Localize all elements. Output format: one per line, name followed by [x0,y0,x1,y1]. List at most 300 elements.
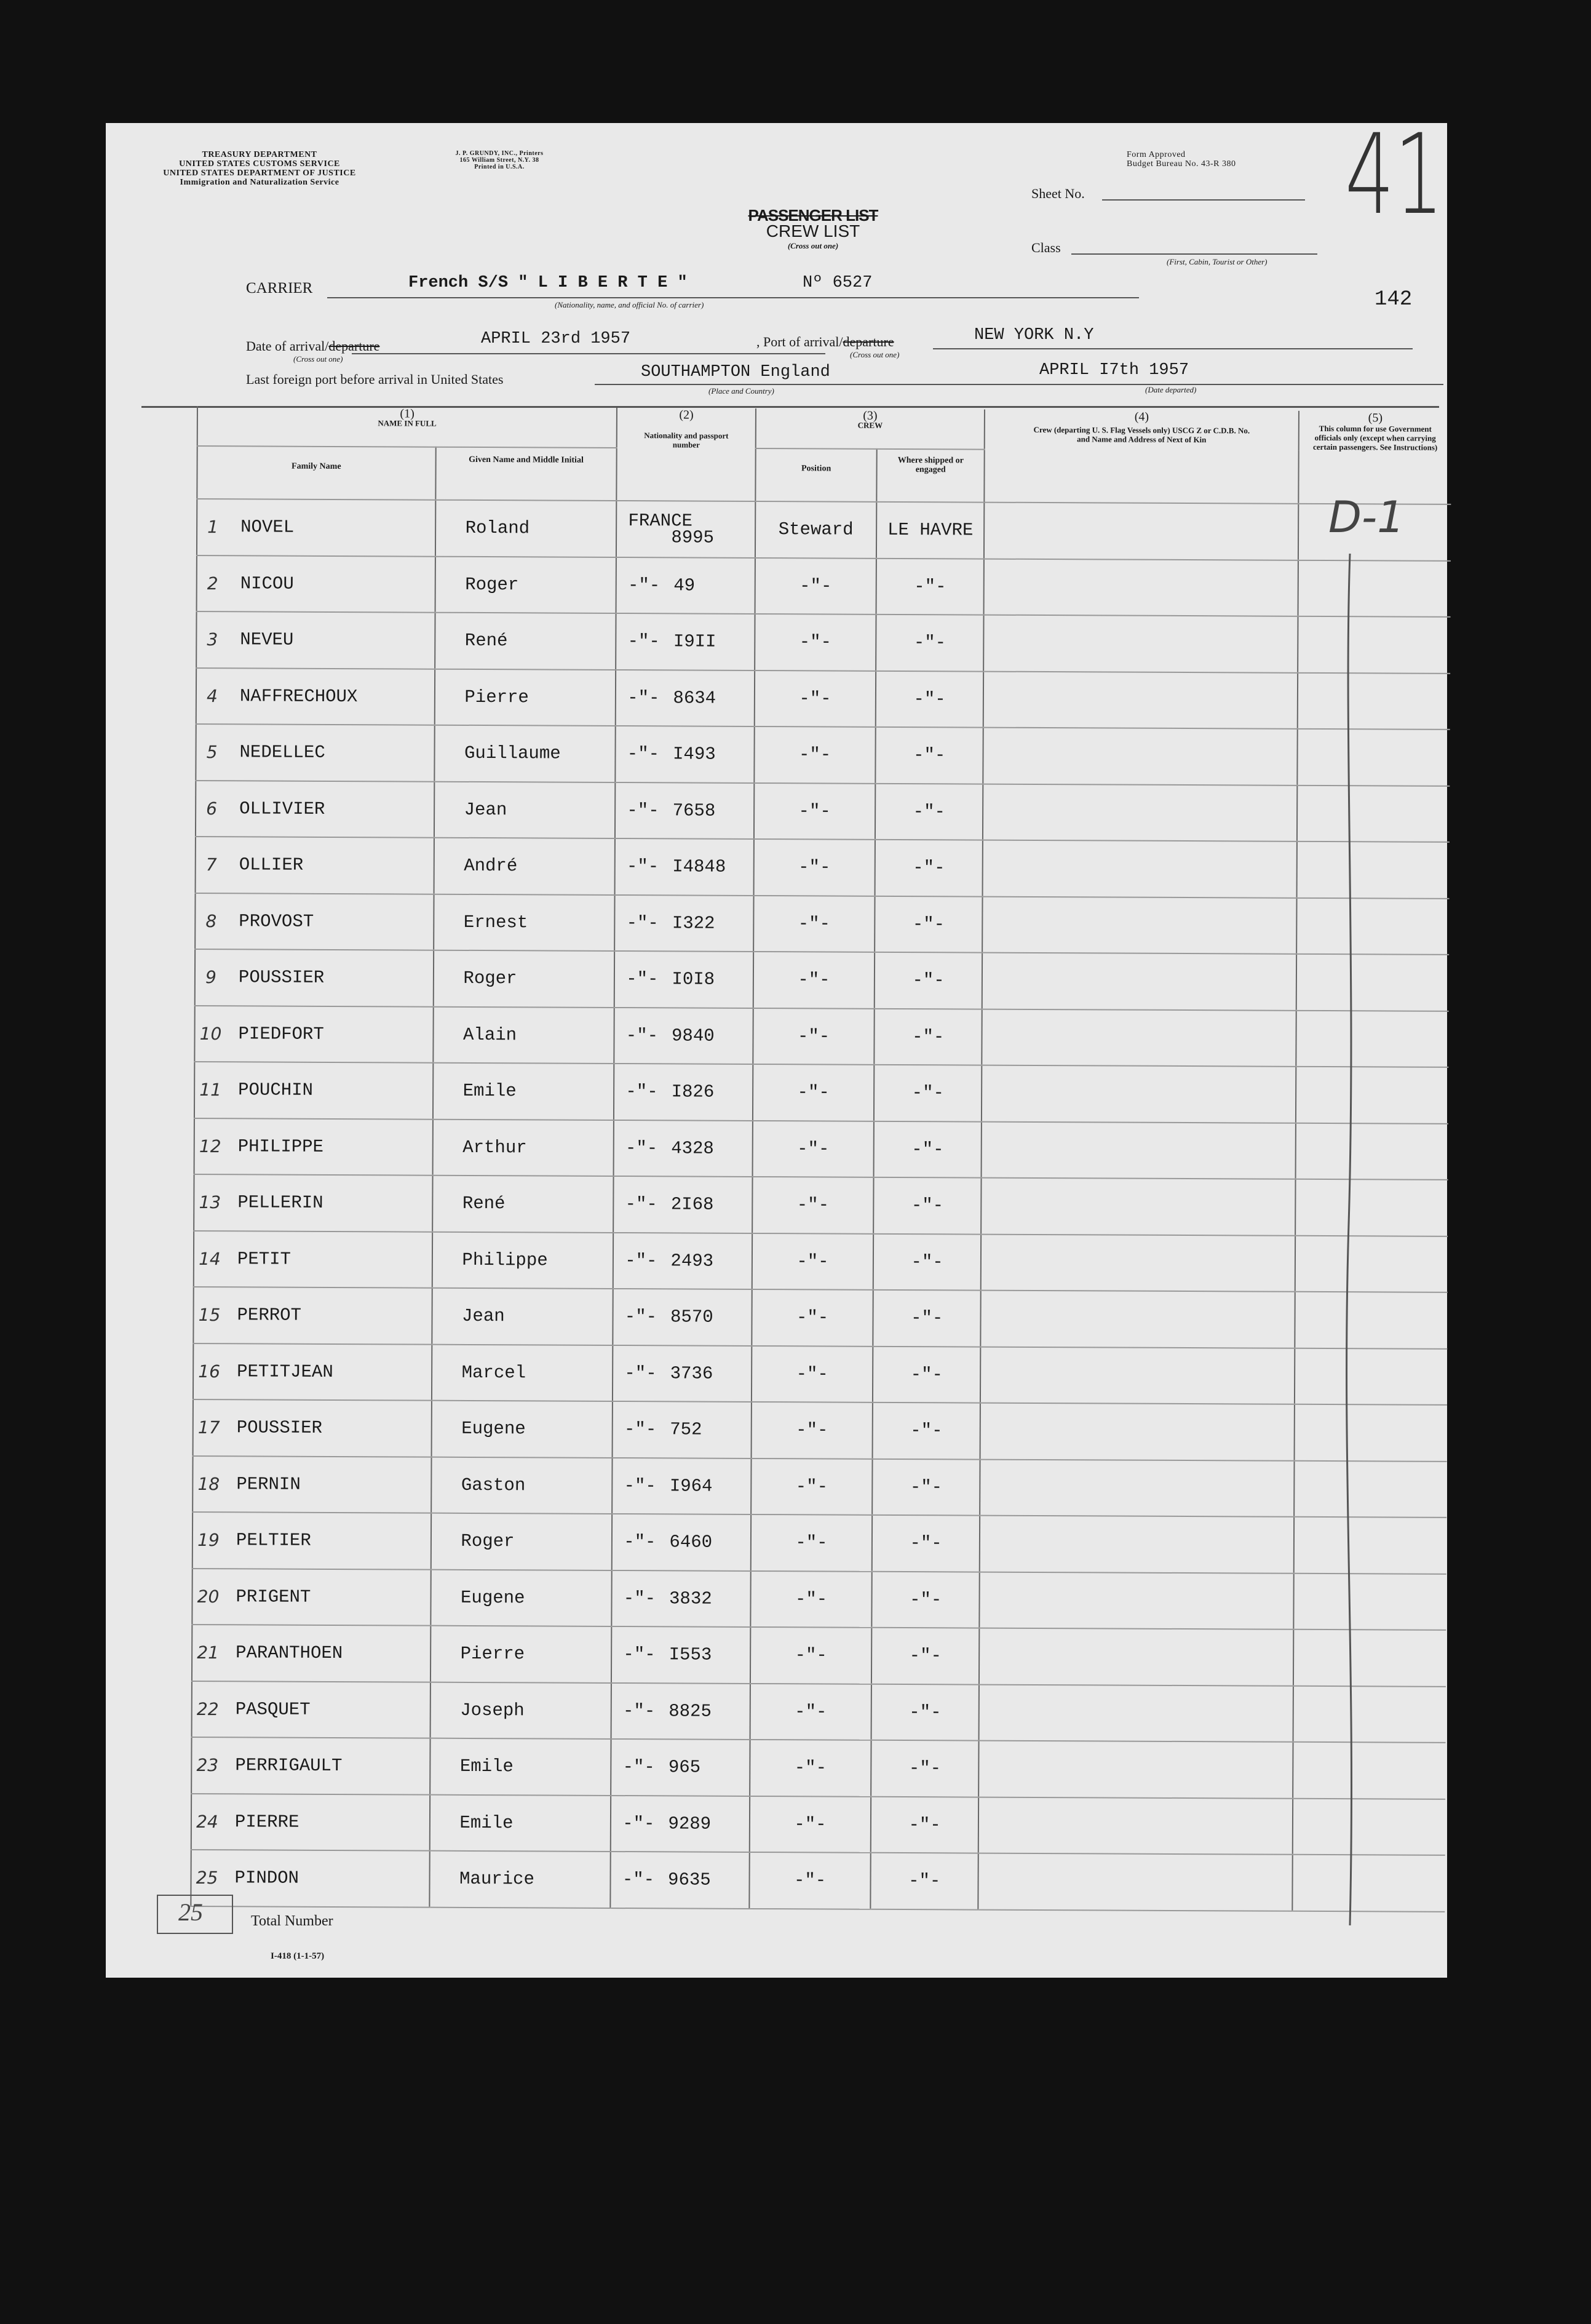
nationality-passport-cell [616,669,755,726]
family-name-cell [197,555,435,613]
table-row [191,1793,1445,1855]
row-number: 18 [197,1473,220,1494]
next-of-kin-cell [982,896,1296,954]
passport-number: I9II [673,631,716,652]
last-port-place-sub: (Place and Country) [708,386,774,396]
form-approved-line: Budget Bureau No. 43-R 380 [1127,159,1236,169]
given-name-cell: Emile [429,1794,611,1852]
family-name-cell [194,1174,432,1232]
family-name-wrap [199,1023,324,1045]
where-shipped-cell: -"- [876,615,983,671]
sheet-no-line [1102,199,1305,201]
next-of-kin-cell [981,1178,1295,1236]
nationality: -"- [625,1025,659,1046]
nationality: -"- [627,800,659,821]
cross-out-note: (Cross out one) [787,241,839,250]
form-number: I-418 (1-1-57) [271,1951,325,1961]
family-name: PIERRE [234,1812,300,1833]
next-of-kin-cell [981,1234,1295,1292]
family-name-wrap [196,1698,311,1720]
family-name-cell [191,1793,430,1850]
where-shipped-cell: -"- [875,783,983,840]
row-number: 10 [199,1023,222,1044]
dept-line: UNITED STATES CUSTOMS SERVICE [179,159,340,169]
given-name-cell: Jean [434,781,615,838]
nationality-passport-cell [614,1120,753,1176]
dept-line: TREASURY DEPARTMENT [202,150,317,159]
nationality-passport-cell [614,1007,753,1064]
family-name-wrap [205,967,325,989]
nationality: -"- [622,1813,655,1834]
row-number: 21 [197,1642,220,1663]
family-name-wrap [197,1417,323,1439]
family-name-cell [193,1287,432,1344]
col1-title: NAME IN FULL [378,418,437,428]
nationality: FRANCE [628,510,692,531]
nationality-passport-cell [611,1852,750,1908]
col4-title: Crew (departing U. S. Flag Vessels only) USCG Z or C.D.B. No. and Name and Address of Next of Kin [1033,424,1250,445]
table-row [193,1343,1447,1404]
where-shipped-cell: -"- [871,1628,979,1684]
col2-num: (2) [679,408,694,422]
where-shipped-cell: -"- [872,1571,980,1628]
family-name-wrap [207,573,294,594]
department-header [130,150,389,187]
nationality: -"- [623,1644,656,1665]
passport-number: 9289 [668,1813,712,1834]
next-of-kin-cell [979,1572,1293,1630]
position-cell: -"- [753,839,875,896]
where-shipped-header: Where shipped or engaged [877,449,985,503]
passport-number: 6460 [669,1532,713,1553]
passport-number: 8825 [669,1701,712,1722]
col2-title: Nationality and passport number [644,431,729,450]
family-name: PETITJEAN [237,1361,333,1382]
nationality: -"- [622,1700,656,1722]
position-cell: -"- [750,1683,871,1740]
next-of-kin-cell [979,1684,1293,1742]
arrival-port-value: NEW YORK N.Y [974,326,1094,344]
family-name: PROVOST [239,911,314,932]
family-name-wrap [196,1755,343,1777]
family-name-wrap [198,1361,333,1382]
family-name: OLLIER [239,854,304,876]
carrier-official-no: Nº 6527 [803,274,873,292]
given-name-cell: Emile [430,1738,611,1796]
printer-line: J. P. GRUNDY, INC., Printers [455,150,544,157]
where-shipped-cell: -"- [871,1796,978,1853]
where-shipped-cell: -"- [876,558,984,615]
col3-header [756,408,985,450]
passport-number: 9635 [667,1869,711,1890]
family-name-wrap [205,854,304,876]
nationality-passport-cell [612,1457,751,1514]
given-name-cell: Gaston [431,1457,613,1514]
family-name-wrap [207,517,295,538]
where-shipped-cell: -"- [871,1853,978,1909]
total-label: Total Number [251,1913,333,1929]
position-cell: -"- [753,1008,875,1064]
class-line [1071,253,1317,255]
family-name: PERNIN [236,1474,301,1495]
row-number: 20 [197,1586,220,1607]
position-cell: -"- [755,614,876,671]
where-shipped-cell: -"- [872,1515,980,1572]
passport-number: I4848 [672,856,726,878]
nationality: -"- [624,1419,657,1440]
nationality: -"- [626,856,659,877]
family-name-wrap [197,1642,343,1664]
where-shipped-cell: -"- [875,952,982,1009]
given-name-cell: Maurice [429,1851,611,1908]
position-header: Position [755,448,877,502]
row-number: 22 [196,1698,219,1719]
nationality: -"- [624,1307,657,1327]
last-port-value: SOUTHAMPTON England [641,363,830,381]
passport-number: 8995 [671,527,715,548]
row-number: 4 [206,685,218,706]
table-row [194,1230,1448,1292]
row-number: 11 [199,1080,222,1100]
family-name: PELLERIN [237,1192,323,1214]
where-shipped-cell: -"- [871,1684,979,1740]
next-of-kin-cell [978,1853,1292,1911]
carrier-line [327,297,1139,298]
row-number: 6 [206,798,218,819]
where-shipped-cell: -"- [873,1233,981,1290]
col1-num: (1) [400,407,415,421]
next-of-kin-cell [983,671,1298,729]
sheet-number-handwritten: 41 [1345,111,1444,239]
passport-number: 8634 [673,688,716,709]
family-name: PETIT [237,1249,292,1270]
family-name: NAFFRECHOUX [239,686,358,707]
table-row [193,1287,1447,1348]
next-of-kin-cell [982,953,1296,1011]
row-number: 2 [207,573,218,594]
where-shipped-cell: -"- [873,1403,980,1459]
col5-header [1298,411,1451,504]
nationality-passport-cell [611,1626,750,1683]
nationality-passport-cell [613,1289,752,1345]
table-row [192,1568,1446,1630]
col2-header [617,408,756,501]
family-name: PHILIPPE [237,1136,324,1157]
arrival-date-line [352,353,825,354]
where-shipped-cell: -"- [873,1290,981,1347]
passport-number: 4328 [671,1138,714,1159]
given-name-cell: Roger [433,950,614,1008]
table-row [194,1118,1448,1179]
page-number: 142 [1375,288,1413,311]
nationality-passport-cell [611,1795,750,1852]
dept-line: UNITED STATES DEPARTMENT OF JUSTICE [163,169,356,178]
nationality-passport-cell [613,1401,752,1458]
family-name-cell [192,1625,430,1682]
given-name-cell: Pierre [434,669,616,726]
nationality: -"- [624,1475,656,1497]
nationality: -"- [625,1194,657,1215]
next-of-kin-cell [980,1459,1294,1517]
passport-number: 9840 [671,1025,715,1046]
table-row [197,555,1451,617]
col5-title: This column for use Government officials only (except when carrying certain passengers. See Instructions) [1313,423,1438,452]
col5-num: (5) [1368,411,1383,425]
row-number: 25 [196,1868,218,1888]
family-name-wrap [196,1868,300,1888]
nationality: -"- [623,1588,656,1609]
last-port-label: Last foreign port before arrival in United States [246,372,504,387]
nationality: -"- [627,631,660,652]
given-name-cell: Ernest [434,894,615,951]
row-number: 13 [199,1192,221,1213]
table-row [194,1062,1448,1123]
table-row [195,893,1449,954]
family-name: POUCHIN [238,1080,314,1101]
family-name-wrap [196,1811,300,1833]
nationality: -"- [624,1532,656,1553]
family-name: POUSSIER [236,1417,323,1439]
departure-crossed: departure [328,338,380,354]
nationality-passport-cell [616,501,755,557]
table-row [192,1681,1446,1742]
family-name-cell [196,780,434,837]
family-name-cell [192,1681,430,1738]
table-row [192,1512,1446,1574]
family-name-cell [193,1343,432,1400]
next-of-kin-cell [983,615,1298,673]
nationality-passport-cell [613,1345,752,1401]
nationality: -"- [622,1869,655,1890]
nationality-passport-cell [613,1176,752,1233]
family-name: POUSSIER [238,967,325,989]
given-name-cell: René [432,1176,614,1233]
next-of-kin-cell [984,559,1298,616]
family-name-cell [196,837,434,894]
given-name-cell: Joseph [430,1682,611,1739]
next-of-kin-cell [980,1516,1294,1574]
arrival-port-label: , Port of arrival/departure [756,334,894,349]
nationality-passport-cell [614,951,753,1008]
nationality: -"- [625,1137,658,1159]
family-name-header: Family Name [197,446,435,500]
nationality-passport-cell [616,726,755,782]
row-number: 24 [196,1811,218,1832]
table-row [196,724,1450,786]
arrival-cross-sub: (Cross out one) [293,354,343,364]
table-body [191,499,1451,1911]
family-name-cell [197,499,435,556]
table-row [191,1850,1445,1911]
printer-line: 165 William Street, N.Y. 38 [459,157,539,164]
family-name: NEVEU [240,629,294,650]
position-cell: -"- [755,670,876,726]
given-name-cell: Emile [432,1063,614,1120]
family-name-cell [192,1568,430,1625]
passport-number: I826 [671,1081,715,1102]
where-shipped-cell: -"- [873,1177,981,1234]
col4-header [984,410,1298,504]
family-name: PRIGENT [236,1586,311,1607]
family-name: PIEDFORT [238,1024,324,1045]
passenger-list-title: PASSENGER LIST [748,206,878,225]
next-of-kin-cell [978,1797,1293,1855]
position-cell: -"- [749,1852,871,1909]
given-name-cell: Eugene [431,1401,613,1458]
crew-table [190,406,1451,1912]
family-name-cell [194,1230,432,1287]
given-name-cell: Roland [435,500,616,557]
next-of-kin-cell [984,503,1298,560]
table-row [191,1737,1445,1799]
nationality-passport-cell [616,557,755,613]
next-of-kin-cell [983,840,1297,898]
row-number: 1 [207,517,219,538]
table-row [194,1005,1448,1067]
row-number: 12 [199,1136,221,1156]
passport-number: I493 [672,744,716,765]
where-shipped-cell: -"- [871,1740,978,1797]
family-name: OLLIVIER [239,798,325,819]
family-name-wrap [205,910,314,932]
printer-header [426,150,573,170]
arrival-date-value: APRIL 23rd 1957 [481,330,631,348]
family-name-cell [194,1005,433,1062]
family-name-wrap [199,1248,292,1270]
col5-handwritten-line [1338,547,1375,1932]
passport-number: 7658 [672,800,716,821]
passport-number: I322 [672,913,715,934]
passport-number: 2493 [670,1251,714,1271]
row-number: 3 [207,629,218,650]
family-name-wrap [199,1136,324,1157]
family-name: NEDELLEC [239,742,325,763]
row-number: 17 [197,1417,220,1438]
passport-number: I0I8 [672,969,715,990]
position-cell: -"- [752,1289,873,1346]
form-approved [1127,150,1311,169]
col3-title: CREW [857,420,883,430]
col3-num: (3) [863,408,878,423]
family-name-wrap [197,1586,311,1607]
where-shipped-cell: -"- [872,1458,980,1515]
nationality-passport-cell [614,894,753,951]
form-approved-line: Form Approved [1127,150,1186,159]
nationality: -"- [625,1250,657,1271]
given-name-header: Given Name and Middle Initial [435,447,617,501]
nationality-passport-cell [613,1232,752,1289]
passport-number: 965 [668,1757,701,1778]
table-row [197,499,1451,560]
row-number: 8 [205,910,217,931]
nationality-passport-cell [612,1514,751,1570]
next-of-kin-cell [983,784,1297,842]
table-row [193,1399,1447,1461]
nationality-passport-cell [616,613,755,670]
family-name-cell [194,1118,433,1175]
class-sub: (First, Cabin, Tourist or Other) [1167,257,1268,266]
table-row [194,1174,1448,1236]
given-name-cell: Jean [432,1288,613,1345]
position-cell: Steward [755,501,877,558]
family-name-cell [196,611,435,669]
passport-number: 752 [670,1419,702,1440]
row-number: 7 [205,854,217,875]
next-of-kin-cell [980,1347,1295,1404]
row-number: 15 [198,1305,221,1326]
where-shipped-cell: -"- [876,671,983,727]
family-name-cell [192,1512,431,1569]
family-name-wrap [206,798,325,819]
passport-number: 3736 [670,1363,713,1384]
given-name-cell: Arthur [432,1119,614,1176]
col1-header [197,406,617,448]
where-shipped-cell: -"- [874,1065,982,1121]
position-cell: -"- [751,1514,873,1571]
row-number: 19 [197,1530,220,1551]
table-row [196,611,1450,673]
position-cell: -"- [754,782,876,839]
next-of-kin-cell [978,1741,1293,1799]
where-shipped-cell: -"- [873,1346,980,1403]
col4-num: (4) [1134,410,1149,424]
sheet-no-label: Sheet No. [1031,186,1085,201]
arrival-date-label: Date of arrival/departure [246,338,380,354]
nationality-passport-cell [611,1682,750,1739]
list-title [721,206,905,251]
table-row [195,949,1449,1011]
next-of-kin-cell [979,1628,1293,1686]
table-row [192,1455,1446,1517]
table-header-row [197,406,1451,452]
family-name-cell [191,1737,430,1794]
next-of-kin-cell [983,728,1297,786]
family-name: NOVEL [240,517,295,538]
where-shipped-cell: -"- [875,840,983,896]
dept-line: Immigration and Naturalization Service [180,178,339,187]
passport-number: 49 [673,575,696,596]
position-cell: -"- [752,1177,874,1233]
next-of-kin-cell [982,1009,1296,1067]
table-row [196,780,1450,842]
position-cell: -"- [753,895,875,952]
total-value: 25 [178,1898,203,1926]
row-number: 23 [196,1755,219,1776]
family-name-cell [192,1455,431,1513]
last-port-line [595,384,1443,385]
nationality-passport-cell [615,838,754,895]
family-name-wrap [199,1192,323,1214]
position-cell: -"- [755,557,876,614]
family-name-cell [195,949,434,1006]
passport-number: 8570 [670,1307,713,1327]
nationality: -"- [624,1363,657,1384]
position-cell: -"- [750,1627,872,1684]
family-name-wrap [207,629,294,650]
where-shipped-cell: LE HAVRE [876,502,984,559]
nationality: -"- [627,575,661,596]
table-row [196,668,1450,730]
carrier-value: French S/S " L I B E R T E " [408,274,688,292]
col5-annotation: D-1 [1328,492,1405,543]
where-shipped-cell: -"- [876,727,983,784]
nationality: -"- [627,744,660,765]
family-name-cell [193,1399,432,1457]
given-name-cell: Roger [430,1513,612,1570]
family-name-wrap [206,742,325,763]
given-name-cell: Guillaume [434,725,616,782]
row-number: 16 [198,1361,221,1382]
